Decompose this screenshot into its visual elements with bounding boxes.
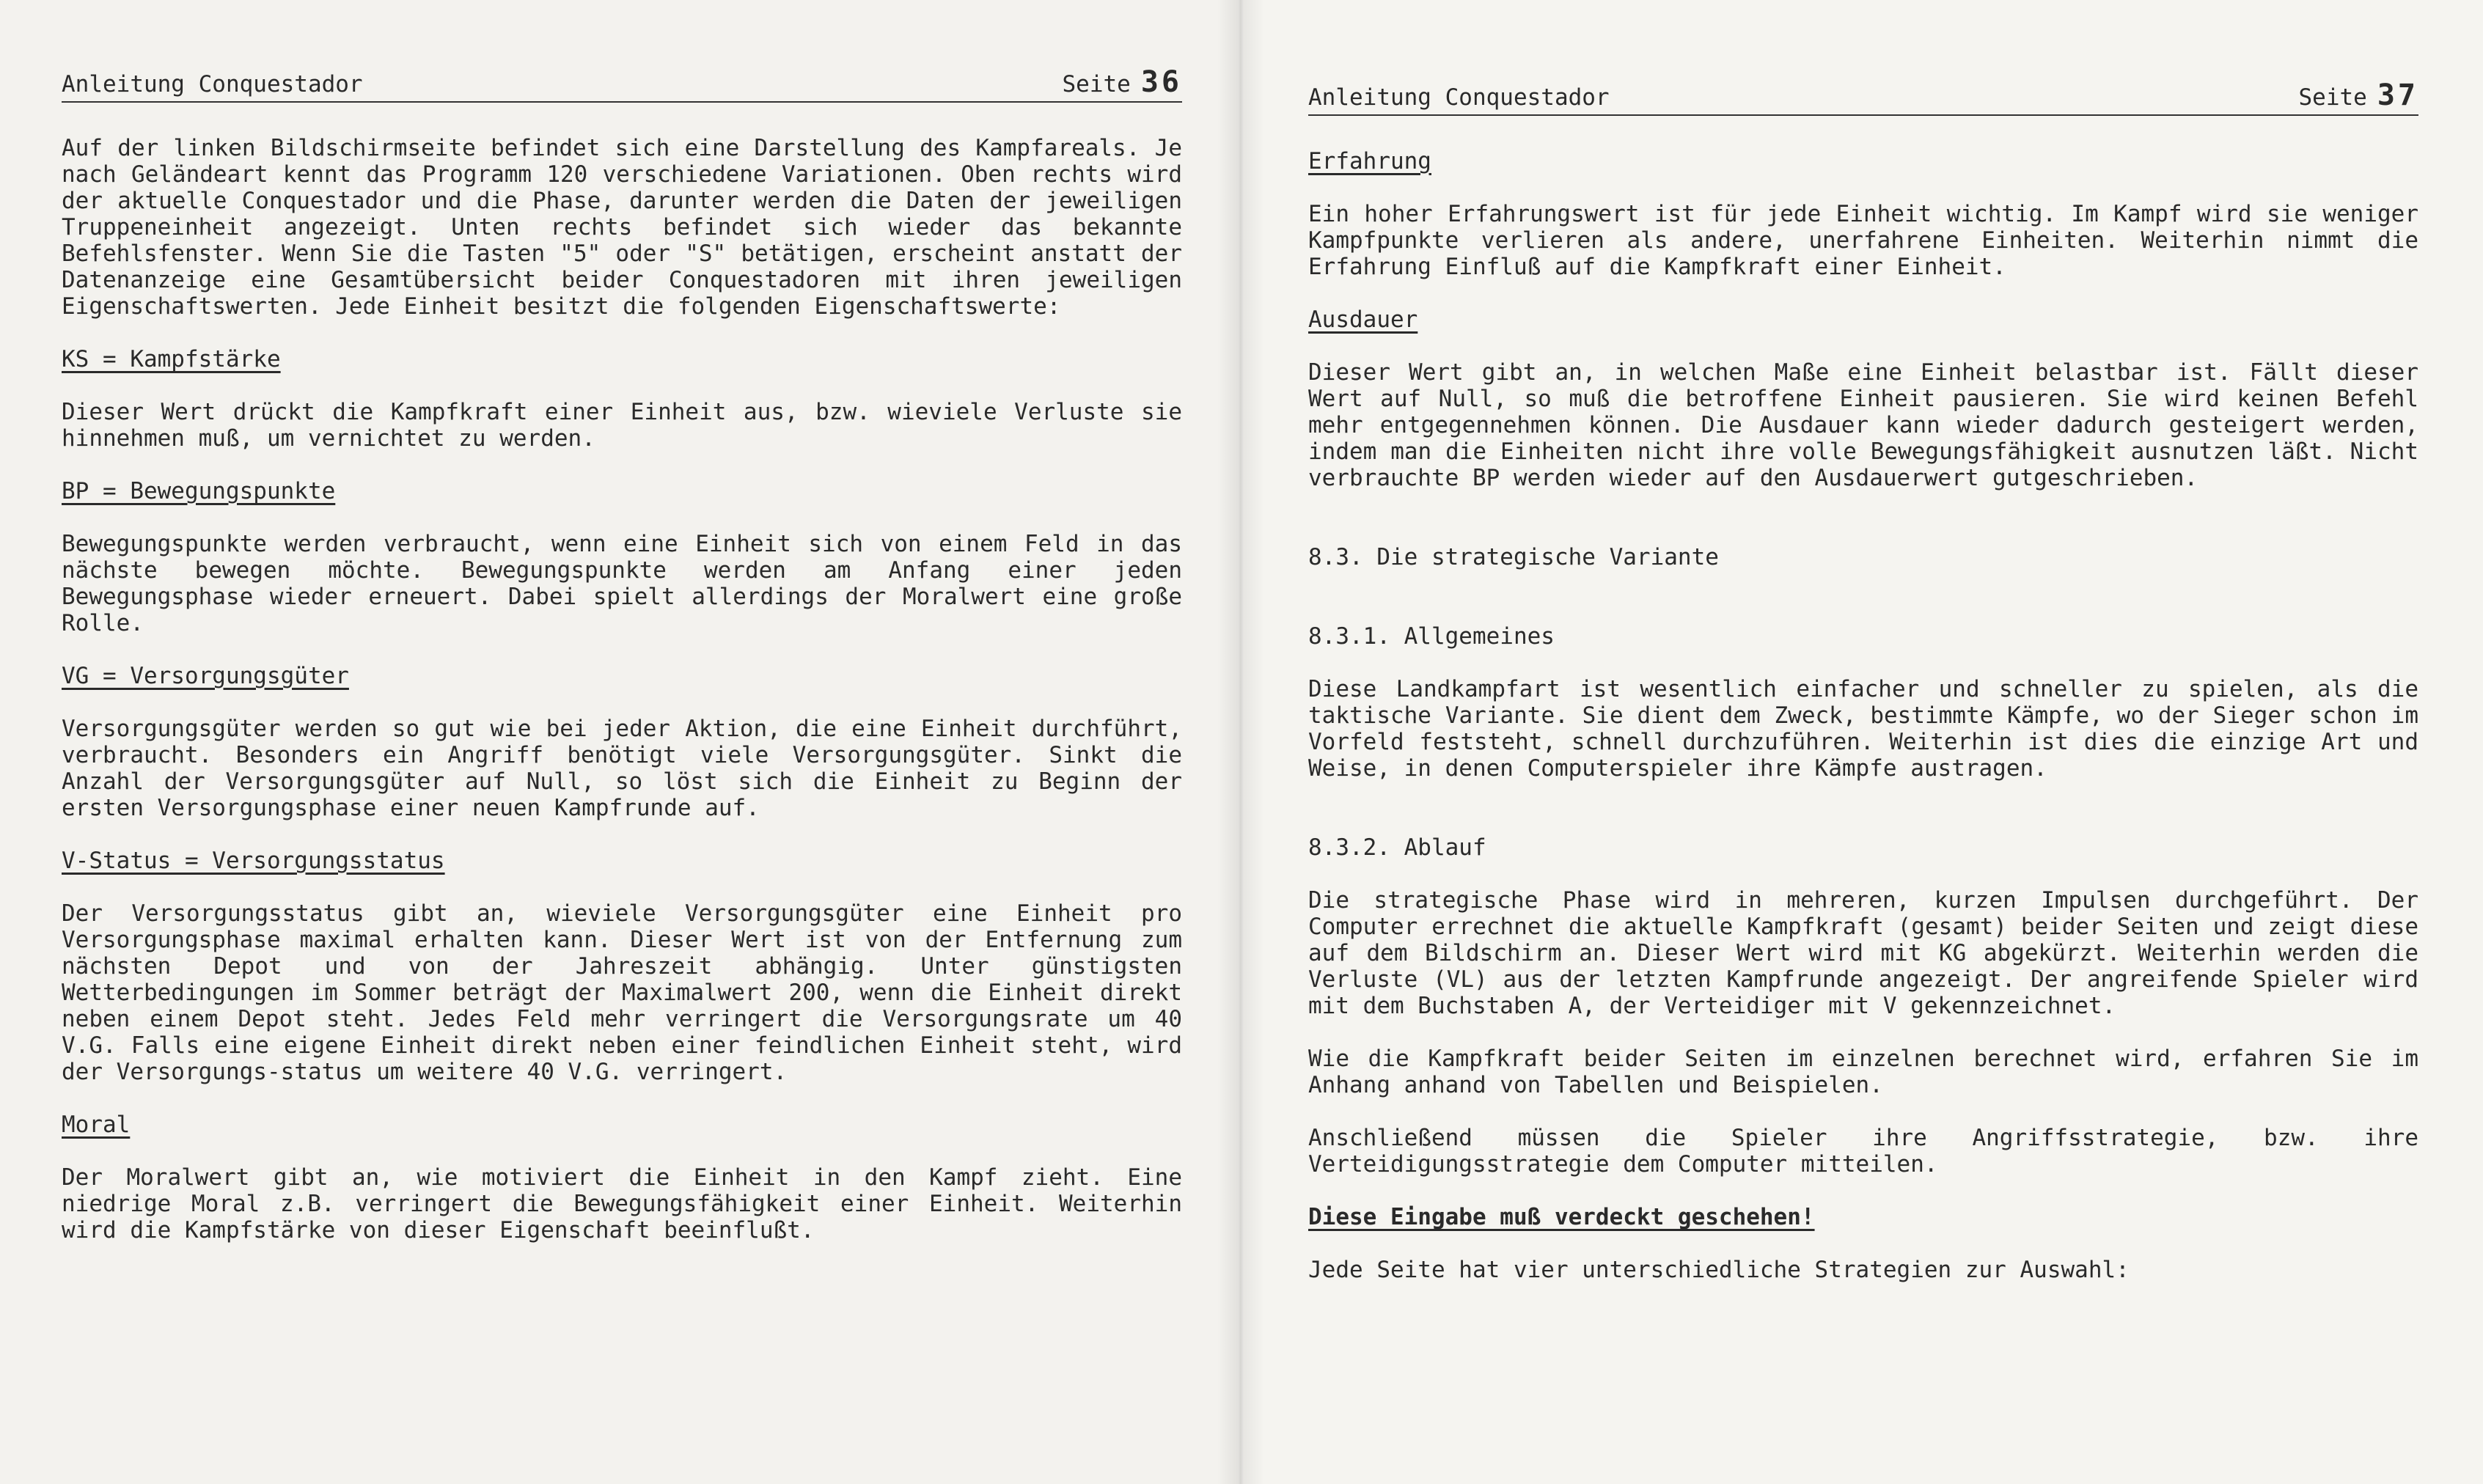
ablauf-paragraph-1: Die strategische Phase wird in mehreren, kurzen Impulsen durchgeführt. Der Computer errechnet die aktuelle Kampfkraft (gesamt) beider Seiten und zeigt diese auf dem Bildschirm an. Dieser Wert wird mit KG abgekürzt. Weiterhin werden die Verluste (VL) aus der letzten Kampfrunde angezeigt. Der angreifende Spieler wird mit dem Buchstaben A, der Verteidiger mit V gekennzeichnet. [1308, 887, 2418, 1019]
erfahrung-paragraph: Ein hoher Erfahrungswert ist für jede Einheit wichtig. Im Kampf wird sie weniger Kampfpunkte verlieren als andere, unerfahrene Einheiten. Weiterhin nimmt die Erfahrung Einfluß auf die Kampfkraft einer Einheit. [1308, 201, 2418, 280]
section-8-3-1-title: 8.3.1. Allgemeines [1308, 623, 1555, 650]
ablauf-paragraph-2: Wie die Kampfkraft beider Seiten im einzelnen berechnet wird, erfahren Sie im Anhang anhand von Tabellen und Beispielen. [1308, 1046, 2418, 1098]
intro-paragraph: Auf der linken Bildschirmseite befindet sich eine Darstellung des Kampfareals. Je nach Geländeart kennt das Programm 120 verschiedene Variationen. Oben rechts wird der aktuelle Conquestador und die Phase, darunter werden die Daten der jeweiligen Truppeneinheit angezeigt. Unten rechts befindet sich wieder das bekannte Befehlsfenster. Wenn Sie die Tasten "5" oder "S" betätigen, erscheint anstatt der Datenanzeige eine Gesamtübersicht beider Conquestadoren mit ihren jeweiligen Eigenschaftswerten. Jede Einheit besitzt die folgenden Eigenschaftswerte: [62, 135, 1182, 320]
header-title: Anleitung Conquestador [62, 71, 363, 98]
vstatus-heading: V-Status = Versorgungsstatus [62, 848, 445, 874]
ks-paragraph: Dieser Wert drückt die Kampfkraft einer Einheit aus, bzw. wieviele Verluste sie hinnehmen muß, um vernichtet zu werden. [62, 399, 1182, 452]
header-seite-label: Seite [2298, 84, 2367, 111]
vg-heading: VG = Versorgungsgüter [62, 663, 349, 689]
bp-paragraph: Bewegungspunkte werden verbraucht, wenn eine Einheit sich von einem Feld in das nächste bewegen möchte. Bewegungspunkte werden am Anfang einer jeden Bewegungsphase wieder erneuert. Dabei spielt allerdings der Moralwert eine große Rolle. [62, 531, 1182, 636]
ausdauer-paragraph: Dieser Wert gibt an, in welchen Maße eine Einheit belastbar ist. Fällt dieser Wert auf Null, so muß die betroffene Einheit pausieren. Sie wird keinen Befehl mehr entgegennehmen können. Die Ausdauer kann wieder dadurch gesteigert werden, indem man die Einheiten nicht ihre volle Bewegungsfähigkeit ausnutzen läßt. Nicht verbrauchte BP werden wieder auf den Ausdauerwert gutgeschrieben. [1308, 359, 2418, 491]
moral-heading: Moral [62, 1112, 131, 1138]
vstatus-paragraph: Der Versorgungsstatus gibt an, wieviele Versorgungsgüter eine Einheit pro Versorgungsphase maximal erhalten kann. Dieser Wert ist von der Entfernung zum nächsten Depot und von der Jahreszeit abhängig. Unter günstigsten Wetterbedingungen im Sommer beträgt der Maximalwert 200, wenn die Einheit direkt neben einem Depot steht. Jedes Feld mehr verringert die Versorgungsrate um 40 V.G. Falls eine eigene Einheit direkt neben einer feindlichen Einheit steht, wird der Versorgungs-status um weitere 40 V.G. verringert. [62, 900, 1182, 1085]
section-8-3-2-title: 8.3.2. Ablauf [1308, 834, 1486, 861]
header-page [2299, 78, 2419, 114]
header-page [1063, 65, 1183, 101]
ausdauer-heading: Ausdauer [1308, 306, 1418, 333]
header-seite-label: Seite [1062, 71, 1131, 98]
vg-paragraph: Versorgungsgüter werden so gut wie bei jeder Aktion, die eine Einheit durchführt, verbraucht. Besonders ein Angriff benötigt viele Versorgungsgüter. Sinkt die Anzahl der Versorgungsgüter auf Null, so löst sich die Einheit zu Beginn der ersten Versorgungsphase einer neuen Kampfrunde auf. [62, 716, 1182, 821]
moral-paragraph: Der Moralwert gibt an, wie motiviert die Einheit in den Kampf zieht. Eine niedrige Moral z.B. verringert die Bewegungsfähigkeit einer Einheit. Weiterhin wird die Kampfstärke von dieser Eigenschaft beeinflußt. [62, 1164, 1182, 1244]
page-number: 36 [1140, 65, 1182, 99]
page-content [1308, 148, 2418, 1283]
ks-heading: KS = Kampfstärke [62, 346, 281, 372]
warning-line: Diese Eingabe muß verdeckt geschehen! [1308, 1204, 1815, 1230]
section-8-3-title: 8.3. Die strategische Variante [1308, 544, 1719, 570]
page-right [1241, 0, 2483, 1484]
bp-heading: BP = Bewegungspunkte [62, 478, 336, 504]
allgemeines-paragraph: Diese Landkampfart ist wesentlich einfacher und schneller zu spielen, als die taktische Variante. Sie dient dem Zweck, bestimmte Kämpfe, wo der Sieger schon im Vorfeld feststeht, schnell durchzuführen. Weiterhin ist dies die einzige Art und Weise, in denen Computerspieler ihre Kämpfe austragen. [1308, 676, 2418, 782]
page-header [62, 67, 1182, 103]
erfahrung-heading: Erfahrung [1308, 148, 1431, 175]
page-left [0, 0, 1241, 1484]
header-title: Anleitung Conquestador [1308, 84, 1610, 111]
page-header [1308, 78, 2418, 116]
strategies-intro: Jede Seite hat vier unterschiedliche Strategien zur Auswahl: [1308, 1257, 2130, 1283]
ablauf-paragraph-3: Anschließend müssen die Spieler ihre Angriffsstrategie, bzw. ihre Verteidigungsstrategie dem Computer mitteilen. [1308, 1125, 2418, 1178]
page-number: 37 [2377, 78, 2418, 112]
page-content [62, 135, 1182, 1244]
